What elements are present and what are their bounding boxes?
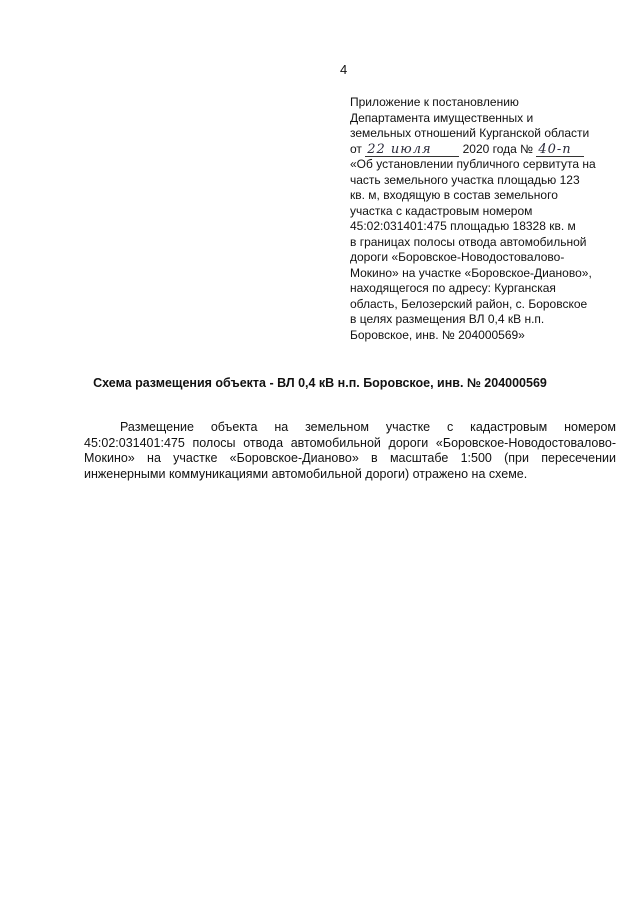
appendix-line-15: в целях размещения ВЛ 0,4 кВ н.п. (350, 312, 545, 326)
appendix-line-13: находящегося по адресу: Курганская (350, 281, 556, 295)
appendix-line-3: земельных отношений Курганской области (350, 126, 590, 140)
handwritten-number: 40-п (536, 144, 584, 157)
appendix-line-7: кв. м, входящую в состав земельного (350, 188, 558, 202)
date-prefix: от (350, 141, 362, 156)
appendix-line-2: Департамента имущественных и (350, 110, 534, 125)
appendix-line-12: Мокино» на участке «Боровское-Дианово», (350, 265, 592, 280)
appendix-line-5: «Об установлении публичного сервитута на (350, 157, 596, 171)
appendix-line-11: дороги «Боровское-Новодостовалово- (350, 250, 565, 264)
appendix-line-6: часть земельного участка площадью 123 (350, 172, 580, 187)
appendix-date-line (350, 142, 620, 158)
page-number: 4 (340, 62, 348, 77)
appendix-line-1: Приложение к постановлению (350, 95, 519, 109)
appendix-line-14: область, Белозерский район, с. Боровское (350, 296, 588, 311)
document-heading: Схема размещения объекта - ВЛ 0,4 кВ н.п. Боровское, инв. № 204000569 (93, 376, 547, 390)
appendix-line-9: 45:02:031401:475 площадью 18328 кв. м (350, 219, 576, 233)
date-suffix: 2020 года № (462, 141, 534, 156)
body-paragraph: Размещение объекта на земельном участке с кадастровым номером 45:02:031401:475 полосы отвода автомобильной дороги «Боровское-Новодостовалово-Мокино» на участке «Боровское-Дианово» в масштабе 1:500 (при пересечении инженерными коммуникациями автомобильной дороги) отражено на схеме. (84, 420, 616, 481)
handwritten-date: 22 июля (365, 144, 459, 157)
appendix-header (350, 95, 620, 343)
appendix-line-16: Боровское, инв. № 204000569» (350, 327, 525, 342)
appendix-line-8: участка с кадастровым номером (350, 203, 533, 218)
appendix-line-10: в границах полосы отвода автомобильной (350, 234, 587, 249)
